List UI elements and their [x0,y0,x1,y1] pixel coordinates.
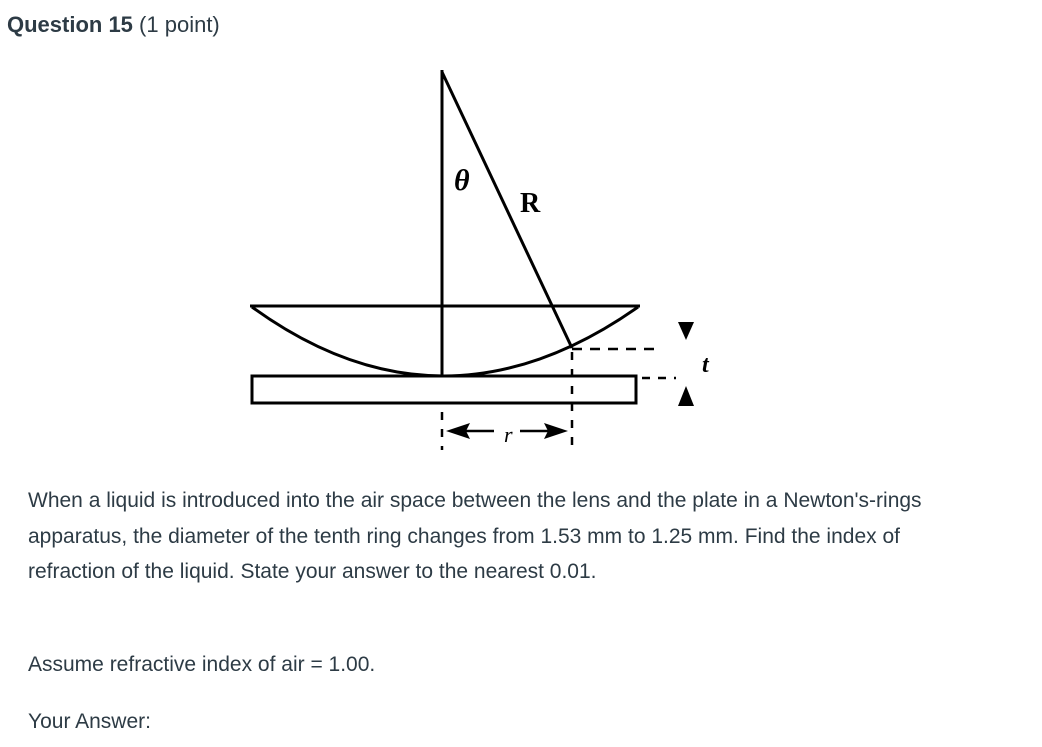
question-title: Question 15 [7,12,133,37]
assumption-text: Assume refractive index of air = 1.00. [28,653,376,676]
question-body [28,483,928,590]
ring-radius-label: r [504,422,513,447]
theta-label: θ [454,164,470,197]
question-paragraph: When a liquid is introduced into the air space between the lens and the plate in a Newton's-rings apparatus, the diameter of the tenth ring changes from 1.53 mm to 1.25 mm. Find the index of refraction of the liquid. State your answer to the nearest 0.01. [28,489,922,583]
answer-label: Your Answer: [28,710,151,733]
thickness-label: t [702,352,709,378]
thickness-arrow-up [678,386,694,406]
radius-label: R [520,188,541,219]
lens-curved-surface [252,307,638,376]
glass-plate [252,376,636,403]
question-points: (1 point) [139,12,220,37]
